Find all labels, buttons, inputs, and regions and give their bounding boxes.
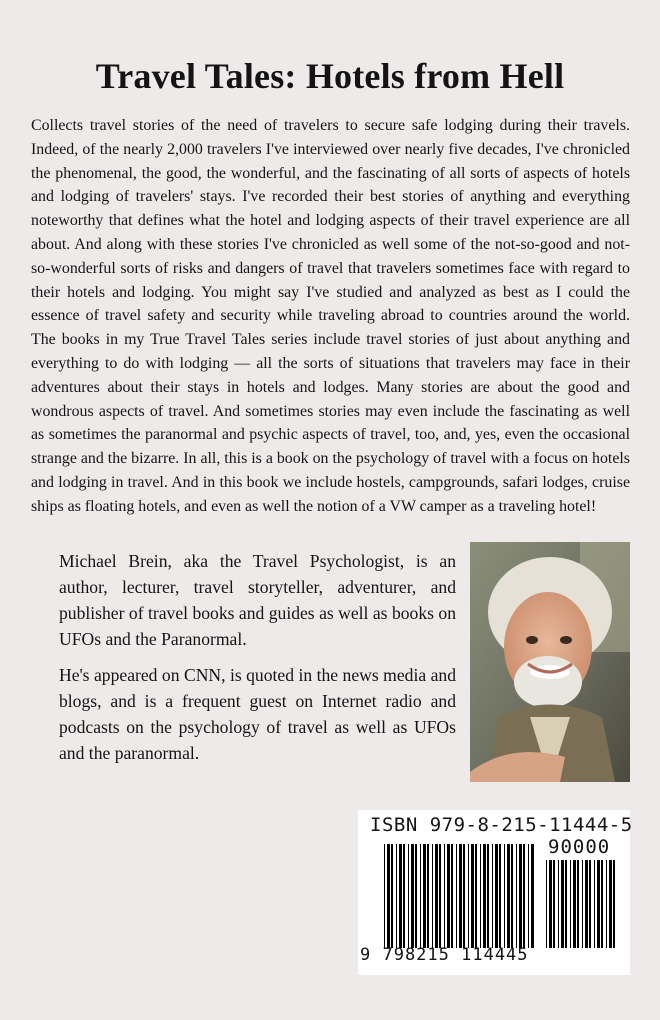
barcode-bar bbox=[463, 844, 465, 948]
barcode-bar bbox=[507, 844, 510, 948]
barcode-bar bbox=[399, 844, 402, 948]
barcode-bar bbox=[432, 844, 433, 948]
barcode-bar bbox=[444, 844, 445, 948]
barcode-bar bbox=[475, 844, 477, 948]
author-bio bbox=[59, 548, 456, 776]
author-photo bbox=[470, 542, 630, 782]
barcode-bar bbox=[483, 844, 486, 948]
barcode-bar bbox=[516, 844, 517, 948]
barcode-bar bbox=[487, 844, 489, 948]
barcode-bar bbox=[396, 844, 397, 948]
barcode-bar bbox=[570, 860, 571, 948]
barcode-bar bbox=[456, 844, 457, 948]
barcode-bar bbox=[561, 860, 564, 948]
barcode-bar bbox=[447, 844, 450, 948]
barcode-bar bbox=[411, 844, 414, 948]
barcode-bar bbox=[523, 844, 525, 948]
barcode-bar bbox=[499, 844, 501, 948]
barcode-bar bbox=[427, 844, 429, 948]
barcode-bar bbox=[582, 860, 583, 948]
barcode-bar bbox=[451, 844, 453, 948]
barcode-bar bbox=[480, 844, 481, 948]
author-bio-paragraph: He's appeared on CNN, is quoted in the news media and blogs, and is a frequent guest on Internet radio and podcasts on the psychology of travel as well as UFOs and the paranormal. bbox=[59, 665, 456, 763]
barcode-bar bbox=[565, 860, 567, 948]
isbn-label: ISBN 979-8-215-11444-5 bbox=[370, 814, 633, 836]
author-bio-paragraph: Michael Brein, aka the Travel Psychologist, is an author, lecturer, travel storyteller, adventurer, and publisher of travel books and guides as well as books on UFOs and the Paranormal. bbox=[59, 551, 456, 649]
barcode-bar bbox=[519, 844, 522, 948]
barcode-bar bbox=[435, 844, 438, 948]
barcode-bar bbox=[573, 860, 576, 948]
barcode-bar bbox=[589, 860, 591, 948]
barcode-bar bbox=[613, 860, 615, 948]
barcode-bar bbox=[504, 844, 505, 948]
barcode-bar bbox=[606, 860, 607, 948]
barcode-bar bbox=[546, 860, 547, 948]
barcode-bar bbox=[387, 844, 390, 948]
author-portrait-image bbox=[470, 542, 630, 782]
barcode-bar bbox=[423, 844, 426, 948]
barcode-bar bbox=[577, 860, 579, 948]
barcode-digits: 9 798215 114445 bbox=[360, 945, 529, 965]
barcode-bar bbox=[403, 844, 405, 948]
barcode-bar bbox=[471, 844, 474, 948]
barcode-bar bbox=[384, 844, 385, 948]
barcode-bar bbox=[420, 844, 421, 948]
barcode-bar bbox=[609, 860, 612, 948]
barcode-addon-code: 90000 bbox=[548, 836, 611, 858]
barcode-bar bbox=[511, 844, 513, 948]
barcode-bar bbox=[495, 844, 498, 948]
barcode-bar bbox=[528, 844, 529, 948]
barcode-bar bbox=[415, 844, 417, 948]
barcode-bar bbox=[459, 844, 462, 948]
barcode-bar bbox=[601, 860, 603, 948]
barcode-bar bbox=[549, 860, 552, 948]
book-title: Travel Tales: Hotels from Hell bbox=[95, 56, 565, 96]
barcode-bar bbox=[585, 860, 588, 948]
barcode-bar bbox=[597, 860, 600, 948]
isbn-barcode bbox=[358, 810, 633, 975]
barcode-bar bbox=[439, 844, 441, 948]
barcode-bar bbox=[468, 844, 469, 948]
barcode-bar bbox=[594, 860, 595, 948]
book-description: Collects travel stories of the need of travelers to secure safe lodging during their travels. Indeed, of the nearly 2,000 travelers I've interviewed over nearly five decades, I've chronicled the phenomenal, the good, the wonderful, and the fascinating of all sorts of aspects of hotels and lodging of travelers' stays. I've recorded their best stories of anything and everything noteworthy that defines what the hotel and lodging aspects of their travel experience are all about. And along with these stories I've chronicled as well some of the not-so-good and not-so-wonderful sorts of risks and dangers of travel that travelers sometimes face with regard to their hotels and lodging. You might say I've studied and analyzed as best as I could the essence of travel safety and security while traveling abroad to countries around the world. The books in my True Travel Tales series include travel stories of just about anything and everything to do with lodging — all the sorts of situations that travelers may face in their adventures about their stays in hotels and lodges. Many stories are about the good and wondrous aspects of travel. And sometimes stories may even include the fascinating as well as sometimes the paranormal and psychic aspects of travel, too, and, yes, even the occasional strange and the bizarre. In all, this is a book on the psychology of travel with a focus on hotels and lodging in travel. And in this book we include hostels, campgrounds, safari lodges, cruise ships as floating hotels, and even as well the notion of a VW camper as a traveling hotel! bbox=[31, 117, 630, 515]
barcode-bar bbox=[492, 844, 493, 948]
barcode-bar bbox=[408, 844, 409, 948]
barcode-bar bbox=[391, 844, 393, 948]
barcode-bar bbox=[553, 860, 555, 948]
barcode-bar bbox=[531, 844, 534, 948]
barcode-bar bbox=[558, 860, 559, 948]
